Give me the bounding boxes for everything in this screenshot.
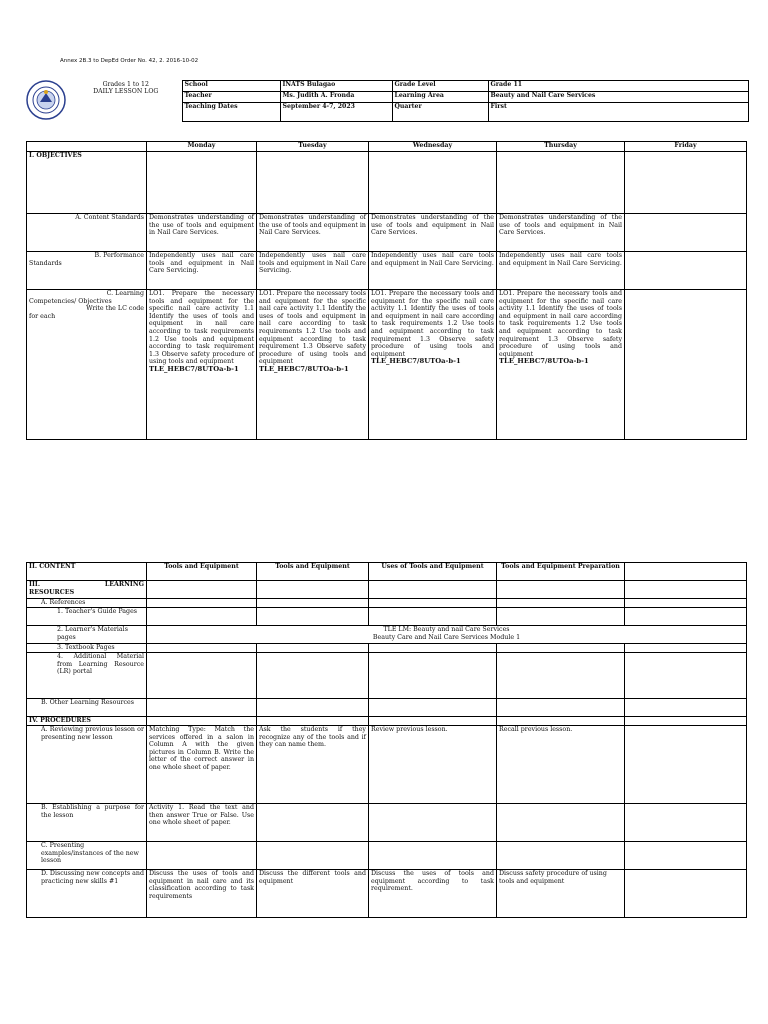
deped-seal-icon [26, 80, 66, 120]
lc-label-a: C. Learning [106, 290, 144, 297]
learning-competencies-label [27, 290, 147, 440]
procedure-d-wed: Discuss the uses of tools and equipment according to task requirement. [369, 870, 497, 918]
content-thu: Tools and Equipment Preparation [497, 563, 625, 581]
day-tuesday: Tuesday [257, 142, 369, 152]
procedure-a-thu: Recall previous lesson. [497, 726, 625, 804]
teacher-value: Ms. Judith A. Fronda [280, 92, 392, 103]
content-standard-thu: Demonstrates understanding of the use of tools and equipment in Nail Care Services. [497, 214, 625, 252]
day-friday: Friday [625, 142, 747, 152]
day-thursday: Thursday [497, 142, 625, 152]
procedure-a-tue: Ask the students if they recognize any of the tools and if they can name them. [257, 726, 369, 804]
corner-cell [27, 142, 147, 152]
objectives-table [26, 141, 747, 440]
dates-value: September 4-7, 2023 [280, 103, 392, 122]
performance-standards-label [27, 252, 147, 290]
dates-label: Teaching Dates [182, 103, 280, 122]
performance-standard-tue: Independently uses nail care tools and equipment in Nail Care Servicing. [257, 252, 369, 290]
procedure-a-mon: Matching Type: Match the services offered in a salon in Column A with the given pictures in Column B. Write the letter of the correct answer in one whole sheet of paper. [147, 726, 257, 804]
objectives-heading: I. OBJECTIVES [27, 152, 147, 214]
dll-title-line2: DAILY LESSON LOG [93, 87, 159, 95]
additional-materials-label: 4. Additional Material from Learning Resource (LR) portal [27, 653, 147, 699]
lc-code-wed: TLE_HEBC7/8UTOa-b-1 [371, 357, 461, 366]
resources-heading-a: III. LEARNING [29, 581, 144, 588]
performance-standard-mon: Independently uses nail care tools and equipment in Nail Care Servicing. [147, 252, 257, 290]
lc-label-b: Competencies/ Objectives [29, 297, 112, 305]
performance-standard-thu: Independently uses nail care tools and equipment in Nail Care Servicing. [497, 252, 625, 290]
day-wednesday: Wednesday [369, 142, 497, 152]
procedure-b-thu [497, 804, 625, 842]
content-standard-mon: Demonstrates understanding of the use of tools and equipment in Nail Care Services. [147, 214, 257, 252]
content-table [26, 562, 747, 918]
procedure-b-label: B. Establishing a purpose for the lesson [27, 804, 147, 842]
grade-label: Grade Level [392, 81, 488, 92]
perf-label-b: Standards [29, 259, 62, 267]
area-label: Learning Area [392, 92, 488, 103]
procedure-c-label: C. Presenting examples/instances of the new lesson [27, 842, 147, 870]
lc-wed [369, 290, 497, 440]
header-table [70, 80, 749, 122]
grade-value: Grade 11 [488, 81, 748, 92]
procedure-a-label: A. Reviewing previous lesson or presenting new lesson [27, 726, 147, 804]
school-label: School [182, 81, 280, 92]
dll-title-line1: Grades 1 to 12 [102, 80, 149, 88]
procedure-d-label: D. Discussing new concepts and practicing new skills #1 [27, 870, 147, 918]
procedure-d-tue: Discuss the different tools and equipment [257, 870, 369, 918]
resources-heading-b: RESOURCES [29, 588, 75, 596]
procedure-d-mon: Discuss the uses of tools and equipment in nail care and its classification according to task requirements [147, 870, 257, 918]
lc-label-d: for each [29, 312, 56, 320]
lc-tue [257, 290, 369, 440]
annex-reference: Annex 2B.3 to DepEd Order No. 42, 2. 2016-10-02 [60, 58, 199, 64]
perf-label-a: B. Performance [94, 252, 144, 259]
day-monday: Monday [147, 142, 257, 152]
resources-heading [27, 581, 147, 599]
content-wed: Uses of Tools and Equipment [369, 563, 497, 581]
content-standard-wed: Demonstrates understanding of the use of tools and equipment in Nail Care Services. [369, 214, 497, 252]
content-heading: II. CONTENT [27, 563, 147, 581]
lc-code-tue: TLE_HEBC7/8UTOa-b-1 [259, 364, 349, 373]
learners-materials-value [147, 626, 747, 644]
procedure-d-thu: Discuss safety procedure of using tools and equipment [497, 870, 625, 918]
textbook-label: 3. Textbook Pages [27, 644, 147, 653]
procedure-b-tue [257, 804, 369, 842]
quarter-label: Quarter [392, 103, 488, 122]
lc-text-thu: LO1. Prepare the necessary tools and equipment for the specific nail care activity 1.1 Identify the uses of tools and equipment in nail care according to task requirements 1.2 Use tools and equipment according to task requirement 1.3 Observe safety procedure of using tools and equipment [499, 290, 622, 358]
procedure-b-mon: Activity 1. Read the text and then answer True or False. Use one whole sheet of paper. [147, 804, 257, 842]
lc-text-mon: LO1. Prepare the necessary tools and equipment for the specific nail care activity 1.1 Identify the uses of tools and equipment in nail care according to task requirements 1.2 Use tools and equipment according to task requirement 1.3 Observe safety procedure of using tools and equipment [149, 290, 254, 366]
dll-title [70, 81, 182, 122]
content-tue: Tools and Equipment [257, 563, 369, 581]
lm-line1: TLE LM: Beauty and nail Care Services [383, 626, 510, 633]
procedures-heading: IV. PROCEDURES [27, 717, 147, 726]
teachers-guide-label: 1. Teacher's Guide Pages [27, 608, 147, 626]
lc-text-wed: LO1. Prepare the necessary tools and equipment for the specific nail care activity 1.1 Identify the uses of tools and equipment in nail care according to task requirements 1.2 Use tools and equipment according to task requirement 1.3 Observe safety procedure of using tools and equipment [371, 290, 494, 358]
lc-label-c: Write the LC code [86, 305, 144, 313]
procedure-a-wed: Review previous lesson. [369, 726, 497, 804]
quarter-value: First [488, 103, 748, 122]
lc-text-tue: LO1. Prepare the necessary tools and equipment for the specific nail care activity 1.1 Identify the uses of tools and equipment in nail care according to task requirements 1.2 Use tools and equipment according to task requirement 1.3 Observe safety procedure of using tools and equipment [259, 290, 366, 366]
lm-line2: Beauty Care and Nail Care Services Module 1 [372, 633, 521, 641]
content-standard-tue: Demonstrates understanding of the use of tools and equipment in Nail Care Services. [257, 214, 369, 252]
other-resources-label: B. Other Learning Resources [27, 699, 147, 717]
procedure-b-wed [369, 804, 497, 842]
teacher-label: Teacher [182, 92, 280, 103]
references-label: A. References [27, 599, 147, 608]
school-value: INATS Bulagao [280, 81, 392, 92]
lc-code-thu: TLE_HEBC7/8UTOa-b-1 [499, 357, 589, 366]
learners-materials-label: 2. Learner's Materials pages [27, 626, 147, 644]
area-value: Beauty and Nail Care Services [488, 92, 748, 103]
lc-code-mon: TLE_HEBC7/8UTOa-b-1 [149, 364, 239, 373]
performance-standard-wed: Independently uses nail care tools and equipment in Nail Care Servicing. [369, 252, 497, 290]
lc-thu [497, 290, 625, 440]
lc-mon [147, 290, 257, 440]
content-mon: Tools and Equipment [147, 563, 257, 581]
content-standards-label: A. Content Standards [27, 214, 147, 252]
